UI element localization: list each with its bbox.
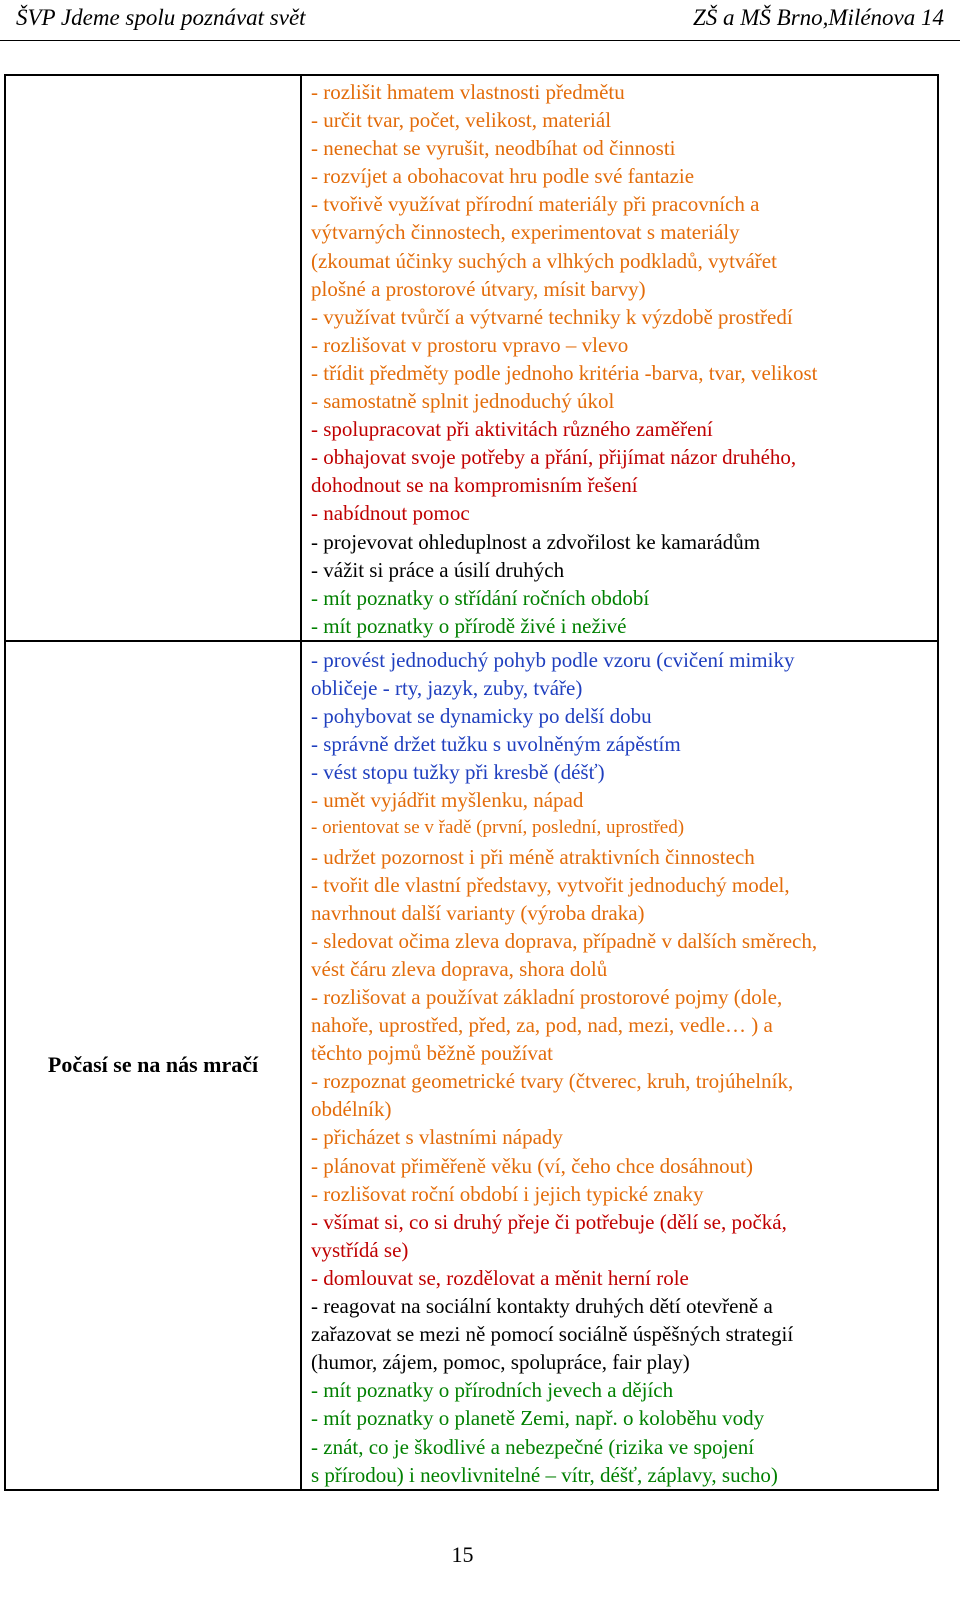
outcome-line: nahoře, uprostřed, před, za, pod, nad, mezi, vedle… ) a: [311, 1013, 773, 1038]
topic-label: Počasí se na nás mračí: [5, 641, 301, 1490]
outcome-line: - rozlišovat a používat základní prostorové pojmy (dole,: [311, 985, 783, 1009]
outcome-line: navrhnout další varianty (výroba draka): [311, 900, 645, 925]
outcomes-cell-1: [301, 75, 938, 641]
outcome-line: - rozvíjet a obohacovat hru podle své fantazie: [311, 164, 695, 189]
outcome-line: s přírodou) i neovlivnitelné – vítr, déšť, záplavy, sucho): [311, 1462, 778, 1487]
outcome-line: obdélník): [311, 1097, 392, 1122]
outcome-line: - určit tvar, počet, velikost, materiál: [311, 108, 612, 133]
outcome-line: - provést jednoduchý pohyb podle vzoru (cvičení mimiky: [311, 647, 795, 672]
outcome-line: dohodnout se na kompromisním řešení: [311, 473, 638, 498]
outcomes-cell-2: [301, 641, 938, 1490]
outcome-line: - umět vyjádřit myšlenku, nápad: [311, 788, 584, 813]
outcome-line: (zkoumat účinky suchých a vlhkých podkladů, vytvářet: [311, 248, 777, 273]
outcome-line: - vést stopu tužky při kresbě (déšť): [311, 760, 605, 785]
outcome-line: - orientovat se v řadě (první, poslední, uprostřed): [311, 817, 685, 839]
outcome-line: - nenechat se vyrušit, neodbíhat od činnosti: [311, 136, 676, 161]
page-number: 15: [451, 1542, 474, 1567]
outcome-line: - rozlišit hmatem vlastnosti předmětu: [311, 80, 625, 104]
outcome-line: - vážit si práce a úsilí druhých: [311, 557, 565, 582]
table-row: [5, 641, 938, 1490]
outcome-line: vést čáru zleva doprava, shora dolů: [311, 956, 608, 981]
outcome-line: zařazovat se mezi ně pomocí sociálně úspěšných strategií: [311, 1322, 794, 1347]
outcome-line: - rozpoznat geometrické tvary (čtverec, kruh, trojúhelník,: [311, 1069, 794, 1094]
outcome-line: - všímat si, co si druhý přeje či potřebuje (dělí se, počká,: [311, 1209, 787, 1234]
outcome-line: - mít poznatky o přírodě živé i neživé: [311, 613, 627, 638]
outcome-line: - obhajovat svoje potřeby a přání, přijímat názor druhého,: [311, 445, 797, 470]
outcome-line: - třídit předměty podle jednoho kritéria -barva, tvar, velikost: [311, 360, 818, 385]
outcome-line: - projevovat ohleduplnost a zdvořilost ke kamarádům: [311, 529, 761, 554]
outcome-line: (humor, zájem, pomoc, spolupráce, fair play): [311, 1350, 690, 1375]
outcome-line: těchto pojmů běžně používat: [311, 1041, 554, 1066]
outcome-line: obličeje - rty, jazyk, zuby, tváře): [311, 675, 583, 700]
outcome-line: - plánovat přiměřeně věku (ví, čeho chce dosáhnout): [311, 1153, 753, 1178]
outcome-line: - znát, co je škodlivé a nebezpečné (rizika ve spojení: [311, 1434, 755, 1459]
outcome-line: - tvořivě využívat přírodní materiály při pracovních a: [311, 192, 760, 217]
outcome-line: - rozlišovat roční období i jejich typické znaky: [311, 1181, 704, 1206]
outcome-line: - mít poznatky o přírodních jevech a dějích: [311, 1378, 674, 1403]
outcome-line: - mít poznatky o střídání ročních období: [311, 585, 650, 610]
outcome-line: - domlouvat se, rozdělovat a měnit herní role: [311, 1265, 689, 1290]
header-school-address: ZŠ a MŠ Brno,Milénova 14: [692, 5, 944, 30]
outcome-line: - udržet pozornost i při méně atraktivních činnostech: [311, 844, 755, 869]
outcome-line: - pohybovat se dynamicky po delší dobu: [311, 704, 652, 729]
outcome-line: výtvarných činnostech, experimentovat s materiály: [311, 220, 740, 245]
header-school-program: ŠVP Jdeme spolu poznávat svět: [16, 5, 306, 30]
curriculum-table: [4, 74, 939, 1491]
outcome-line: - nabídnout pomoc: [311, 501, 470, 526]
outcome-line: - sledovat očima zleva doprava, případně v dalších směrech,: [311, 928, 818, 953]
outcome-line: - přicházet s vlastními nápady: [311, 1125, 563, 1150]
outcome-line: - samostatně splnit jednoduchý úkol: [311, 389, 615, 414]
outcome-line: - správně držet tužku s uvolněným zápěstím: [311, 732, 681, 757]
topic-cell-empty: [5, 75, 301, 641]
outcome-line: vystřídá se): [311, 1237, 409, 1262]
table-row: [5, 75, 938, 641]
outcome-line: - rozlišovat v prostoru vpravo – vlevo: [311, 332, 629, 357]
outcome-line: - spolupracovat při aktivitách různého zaměření: [311, 417, 713, 442]
outcome-line: - mít poznatky o planetě Zemi, např. o koloběhu vody: [311, 1406, 765, 1431]
outcome-line: - využívat tvůrčí a výtvarné techniky k výzdobě prostředí: [311, 304, 793, 329]
outcome-line: - reagovat na sociální kontakty druhých dětí otevřeně a: [311, 1294, 773, 1319]
outcome-line: plošné a prostorové útvary, mísit barvy): [311, 276, 646, 301]
page-header: [16, 5, 944, 33]
header-divider: [0, 40, 960, 41]
outcome-line: - tvořit dle vlastní představy, vytvořit jednoduchý model,: [311, 872, 790, 897]
